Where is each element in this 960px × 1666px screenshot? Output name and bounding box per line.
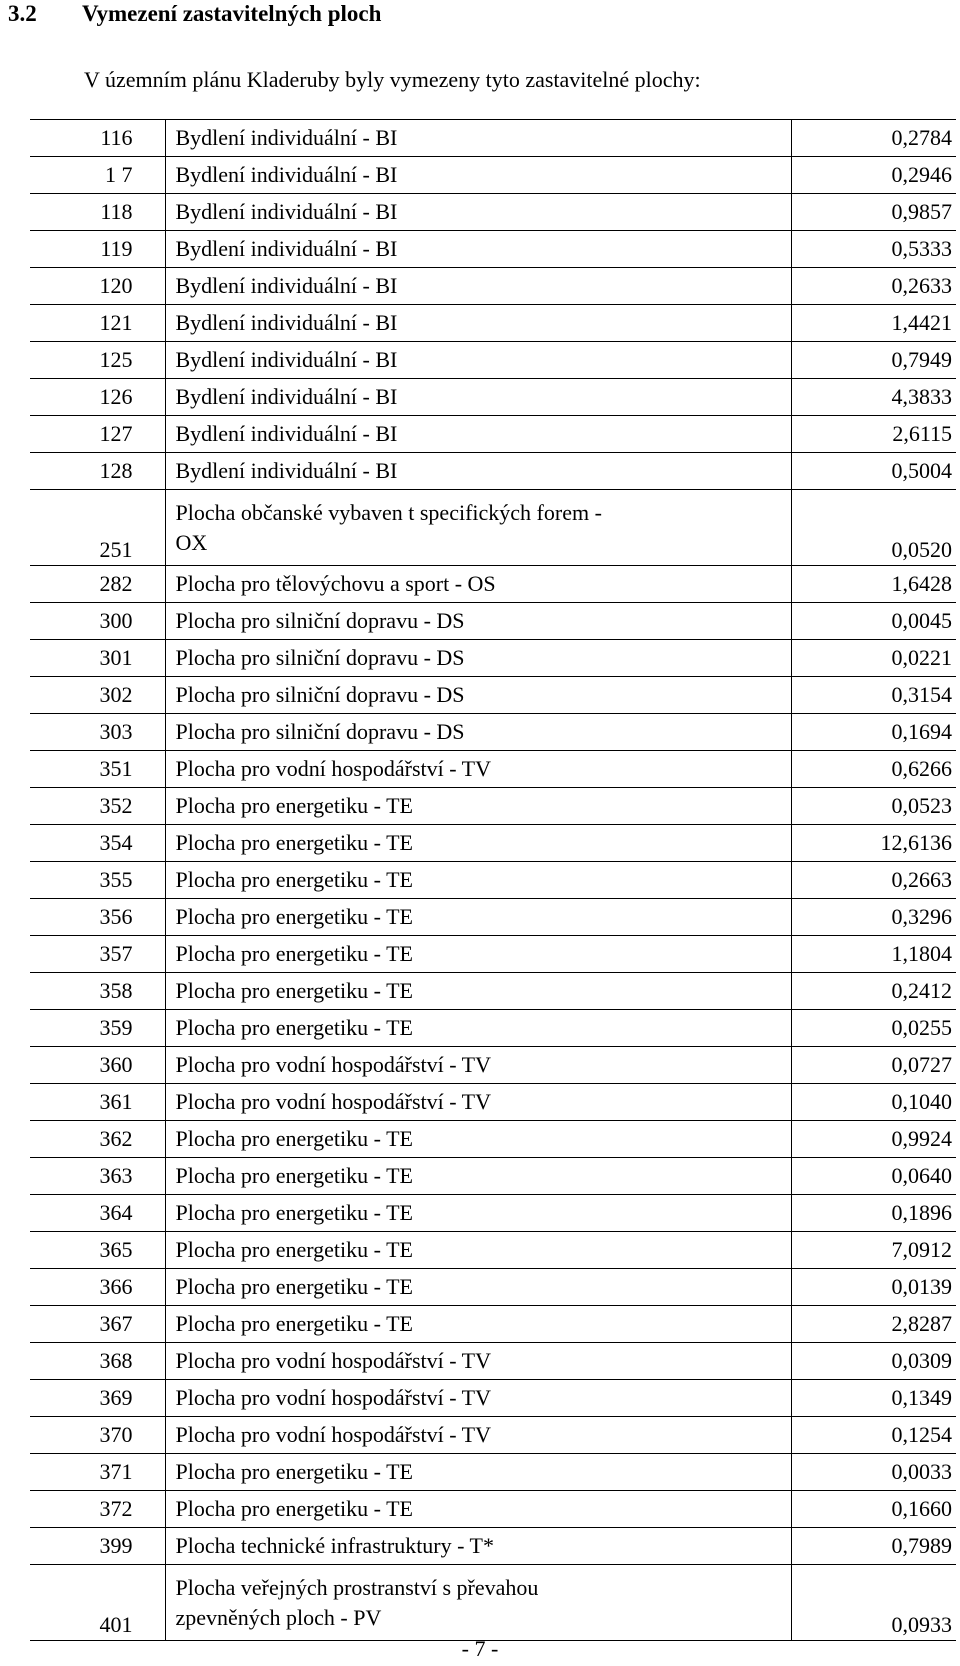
table-row	[30, 1195, 956, 1232]
land-use-cell: Bydlení individuální - BI	[165, 231, 791, 268]
area-value-cell: 0,0139	[791, 1269, 956, 1306]
table-row	[30, 751, 956, 788]
table-row	[30, 714, 956, 751]
land-use-cell: Plocha pro energetiku - TE	[165, 973, 791, 1010]
area-id-cell: 364	[30, 1195, 165, 1232]
area-value-cell: 0,7989	[791, 1528, 956, 1565]
table-row	[30, 677, 956, 714]
area-value-cell: 0,6266	[791, 751, 956, 788]
page-number: - 7 -	[461, 1636, 499, 1661]
area-id-cell: 359	[30, 1010, 165, 1047]
area-value-cell: 0,0520	[791, 490, 956, 566]
area-value-cell: 0,0727	[791, 1047, 956, 1084]
area-id-cell: 300	[30, 603, 165, 640]
area-id-cell: 282	[30, 566, 165, 603]
area-id-cell: 357	[30, 936, 165, 973]
land-use-cell: Plocha pro vodní hospodářství - TV	[165, 751, 791, 788]
table-row	[30, 899, 956, 936]
area-value-cell: 4,3833	[791, 379, 956, 416]
area-id-cell: 118	[30, 194, 165, 231]
area-value-cell: 0,0309	[791, 1343, 956, 1380]
land-use-cell: Bydlení individuální - BI	[165, 157, 791, 194]
land-use-cell: Plocha pro energetiku - TE	[165, 1306, 791, 1343]
area-id-cell: 358	[30, 973, 165, 1010]
table-row	[30, 1454, 956, 1491]
area-value-cell: 0,9924	[791, 1121, 956, 1158]
land-use-cell: Bydlení individuální - BI	[165, 120, 791, 157]
table-row	[30, 1010, 956, 1047]
area-value-cell: 0,0045	[791, 603, 956, 640]
intro-paragraph: V územním plánu Kladeruby byly vymezeny tyto zastavitelné plochy:	[84, 67, 701, 92]
area-id-cell: 354	[30, 825, 165, 862]
area-value-cell: 0,1694	[791, 714, 956, 751]
land-use-cell: Plocha pro energetiku - TE	[165, 1491, 791, 1528]
area-id-cell: 371	[30, 1454, 165, 1491]
land-use-cell: Plocha pro energetiku - TE	[165, 899, 791, 936]
area-value-cell: 2,8287	[791, 1306, 956, 1343]
area-value-cell: 0,3154	[791, 677, 956, 714]
area-value-cell: 0,1254	[791, 1417, 956, 1454]
area-id-cell: 125	[30, 342, 165, 379]
area-value-cell: 1,1804	[791, 936, 956, 973]
table-row	[30, 1565, 956, 1641]
area-value-cell: 0,2663	[791, 862, 956, 899]
area-value-cell: 0,2946	[791, 157, 956, 194]
land-use-cell: Bydlení individuální - BI	[165, 416, 791, 453]
area-value-cell: 0,1896	[791, 1195, 956, 1232]
land-use-cell: Plocha veřejných prostranství s převahou zpevněných ploch - PV	[165, 1565, 791, 1641]
land-use-cell: Plocha pro vodní hospodářství - TV	[165, 1380, 791, 1417]
area-value-cell: 1,6428	[791, 566, 956, 603]
table-row	[30, 1417, 956, 1454]
table-row	[30, 120, 956, 157]
land-use-cell: Plocha technické infrastruktury - T*	[165, 1528, 791, 1565]
table-row	[30, 862, 956, 899]
area-value-cell: 0,2633	[791, 268, 956, 305]
area-id-cell: 1 7	[30, 157, 165, 194]
area-value-cell: 0,2784	[791, 120, 956, 157]
table-row	[30, 1306, 956, 1343]
area-id-cell: 365	[30, 1232, 165, 1269]
land-use-cell: Bydlení individuální - BI	[165, 342, 791, 379]
table-row	[30, 342, 956, 379]
area-id-cell: 399	[30, 1528, 165, 1565]
land-use-cell: Bydlení individuální - BI	[165, 453, 791, 490]
table-row	[30, 416, 956, 453]
area-value-cell: 7,0912	[791, 1232, 956, 1269]
land-use-cell: Plocha pro vodní hospodářství - TV	[165, 1417, 791, 1454]
land-use-cell: Bydlení individuální - BI	[165, 194, 791, 231]
area-value-cell: 0,5333	[791, 231, 956, 268]
table-row	[30, 453, 956, 490]
table-row	[30, 1491, 956, 1528]
area-id-cell: 362	[30, 1121, 165, 1158]
land-use-cell: Plocha pro energetiku - TE	[165, 862, 791, 899]
land-use-cell: Bydlení individuální - BI	[165, 268, 791, 305]
area-id-cell: 368	[30, 1343, 165, 1380]
area-id-cell: 401	[30, 1565, 165, 1641]
area-id-cell: 301	[30, 640, 165, 677]
land-use-cell: Plocha pro energetiku - TE	[165, 1232, 791, 1269]
land-use-cell: Plocha pro silniční dopravu - DS	[165, 640, 791, 677]
area-value-cell: 12,6136	[791, 825, 956, 862]
table-row	[30, 973, 956, 1010]
land-use-cell: Plocha pro silniční dopravu - DS	[165, 677, 791, 714]
table-row	[30, 1343, 956, 1380]
table-row	[30, 1121, 956, 1158]
land-use-cell: Plocha pro energetiku - TE	[165, 1010, 791, 1047]
land-use-cell: Plocha pro energetiku - TE	[165, 1195, 791, 1232]
area-id-cell: 120	[30, 268, 165, 305]
buildable-areas-table	[30, 119, 956, 1641]
table-row	[30, 268, 956, 305]
section-heading	[8, 0, 381, 28]
area-id-cell: 128	[30, 453, 165, 490]
table-row	[30, 825, 956, 862]
land-use-cell: Plocha pro energetiku - TE	[165, 936, 791, 973]
area-id-cell: 119	[30, 231, 165, 268]
area-id-cell: 126	[30, 379, 165, 416]
area-id-cell: 372	[30, 1491, 165, 1528]
area-value-cell: 0,2412	[791, 973, 956, 1010]
area-id-cell: 121	[30, 305, 165, 342]
table-row	[30, 231, 956, 268]
table-row	[30, 1380, 956, 1417]
area-value-cell: 0,0933	[791, 1565, 956, 1641]
area-value-cell: 0,0255	[791, 1010, 956, 1047]
area-id-cell: 356	[30, 899, 165, 936]
land-use-cell: Plocha pro vodní hospodářství - TV	[165, 1084, 791, 1121]
table-row	[30, 1232, 956, 1269]
land-use-cell: Bydlení individuální - BI	[165, 379, 791, 416]
land-use-cell: Plocha pro energetiku - TE	[165, 788, 791, 825]
area-id-cell: 366	[30, 1269, 165, 1306]
land-use-cell: Plocha pro silniční dopravu - DS	[165, 603, 791, 640]
table-row	[30, 603, 956, 640]
area-id-cell: 127	[30, 416, 165, 453]
table-row	[30, 1084, 956, 1121]
table-row	[30, 1158, 956, 1195]
land-use-cell: Plocha pro energetiku - TE	[165, 1121, 791, 1158]
area-value-cell: 0,0640	[791, 1158, 956, 1195]
land-use-cell: Plocha pro silniční dopravu - DS	[165, 714, 791, 751]
land-use-cell: Plocha pro energetiku - TE	[165, 1269, 791, 1306]
area-value-cell: 0,7949	[791, 342, 956, 379]
area-id-cell: 361	[30, 1084, 165, 1121]
table-row	[30, 194, 956, 231]
area-value-cell: 0,0221	[791, 640, 956, 677]
area-value-cell: 0,1040	[791, 1084, 956, 1121]
table-row	[30, 936, 956, 973]
land-use-cell: Plocha pro vodní hospodářství - TV	[165, 1343, 791, 1380]
area-id-cell: 355	[30, 862, 165, 899]
table-row	[30, 1269, 956, 1306]
area-id-cell: 251	[30, 490, 165, 566]
area-id-cell: 360	[30, 1047, 165, 1084]
land-use-cell: Plocha pro tělovýchovu a sport - OS	[165, 566, 791, 603]
table-row	[30, 157, 956, 194]
area-id-cell: 367	[30, 1306, 165, 1343]
area-value-cell: 0,9857	[791, 194, 956, 231]
table-row	[30, 640, 956, 677]
table-row	[30, 490, 956, 566]
table-row	[30, 788, 956, 825]
area-value-cell: 1,4421	[791, 305, 956, 342]
section-number: 3.2	[8, 1, 37, 26]
table-body	[30, 120, 956, 1641]
area-id-cell: 363	[30, 1158, 165, 1195]
table-row	[30, 1528, 956, 1565]
land-use-cell: Plocha občanské vybaven t specifických forem - OX	[165, 490, 791, 566]
land-use-cell: Plocha pro energetiku - TE	[165, 825, 791, 862]
area-value-cell: 0,0523	[791, 788, 956, 825]
area-id-cell: 302	[30, 677, 165, 714]
area-value-cell: 0,1660	[791, 1491, 956, 1528]
area-value-cell: 2,6115	[791, 416, 956, 453]
table-row	[30, 566, 956, 603]
area-id-cell: 116	[30, 120, 165, 157]
table-row	[30, 1047, 956, 1084]
area-id-cell: 370	[30, 1417, 165, 1454]
land-use-cell: Plocha pro energetiku - TE	[165, 1158, 791, 1195]
area-value-cell: 0,1349	[791, 1380, 956, 1417]
area-value-cell: 0,0033	[791, 1454, 956, 1491]
area-id-cell: 303	[30, 714, 165, 751]
section-title: Vymezení zastavitelných ploch	[82, 1, 382, 26]
area-value-cell: 0,3296	[791, 899, 956, 936]
land-use-cell: Bydlení individuální - BI	[165, 305, 791, 342]
area-id-cell: 351	[30, 751, 165, 788]
table-row	[30, 379, 956, 416]
land-use-cell: Plocha pro vodní hospodářství - TV	[165, 1047, 791, 1084]
area-value-cell: 0,5004	[791, 453, 956, 490]
area-id-cell: 352	[30, 788, 165, 825]
land-use-cell: Plocha pro energetiku - TE	[165, 1454, 791, 1491]
table-row	[30, 305, 956, 342]
area-id-cell: 369	[30, 1380, 165, 1417]
